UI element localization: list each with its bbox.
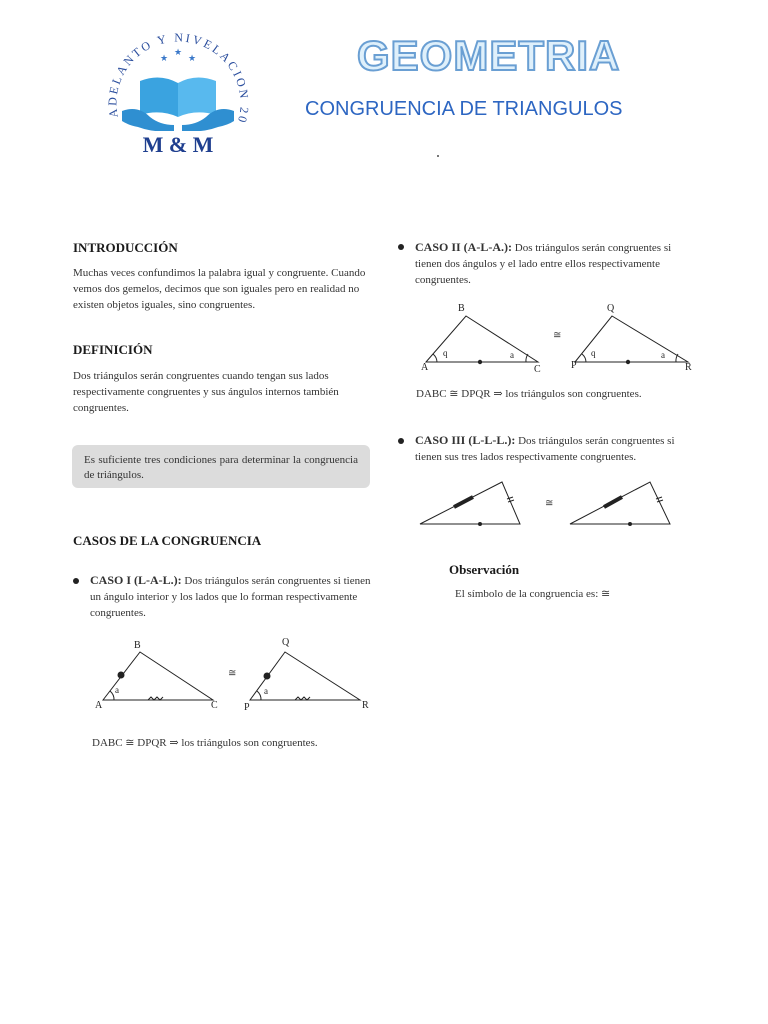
congruent-symbol: ≅ <box>553 330 562 341</box>
page-subtitle: CONGRUENCIA DE TRIANGULOS <box>305 98 623 120</box>
side-tick <box>508 500 514 502</box>
angle-arc <box>110 691 114 700</box>
cases-heading: CASOS DE LA CONGRUENCIA <box>73 533 262 548</box>
vertex-label: P <box>571 360 577 371</box>
side-mark-dot <box>264 673 271 680</box>
page-title: GEOMETRIA <box>357 32 621 79</box>
open-book-hands-icon <box>122 77 234 131</box>
definition-text: Dos triángulos serán congruentes cuando tengan sus lados respectivamente congruentes y sus ángulos internos también congruentes. <box>73 370 339 414</box>
triangle-2 <box>570 482 670 524</box>
intro-text: Muchas veces confundimos la palabra igual y congruente. Cuando vemos dos gemelos, decimos que son iguales pero en realidad no existen objetos iguales, sino congruentes. <box>73 267 366 311</box>
case2-title: CASO II (A-L-A.): <box>415 240 512 254</box>
vertex-label: R <box>685 362 692 373</box>
side-mark-dot <box>118 672 125 679</box>
vertex-label: R <box>362 700 369 711</box>
vertex-label: A <box>95 700 103 711</box>
stray-dot <box>437 155 439 157</box>
case3-text: Dos triángulos serán congruentes si tienen sus tres lados respectivamente congruentes. <box>415 435 675 463</box>
side-midpoint-dot <box>628 522 632 526</box>
svg-text:★: ★ <box>188 53 197 63</box>
vertex-label: B <box>458 303 465 314</box>
vertex-label: Q <box>607 303 615 314</box>
side-midpoint-dot <box>478 522 482 526</box>
side-midpoint-dot <box>478 360 482 364</box>
angle-label: a <box>510 350 514 360</box>
vertex-label: Q <box>282 637 290 648</box>
vertex-label: C <box>211 700 218 711</box>
angle-label: a <box>115 685 119 695</box>
side-tick <box>657 500 663 502</box>
definition-heading: DEFINICIÓN <box>73 342 153 357</box>
observation-heading: Observación <box>449 562 520 577</box>
case3-figure <box>418 478 698 528</box>
case1-conclusion: DABC ≅ DPQR ⇒ los triángulos son congruentes. <box>92 737 318 749</box>
angle-arc <box>433 354 437 362</box>
case2-paragraph <box>415 239 700 288</box>
case2-conclusion: DABC ≅ DPQR ⇒ los triángulos son congruentes. <box>416 388 642 400</box>
angle-arc <box>582 354 586 362</box>
angle-label: a <box>264 686 268 696</box>
side-midpoint-dot <box>626 360 630 364</box>
case3-paragraph <box>415 432 700 465</box>
bullet <box>73 578 79 584</box>
case1-title: CASO I (L-A-L.): <box>90 573 182 587</box>
note-box <box>72 445 370 488</box>
vertex-label: P <box>244 702 250 713</box>
logo-arc-text: ADELANTO Y NIVELACION 2023 · PILCOMAYO · <box>91 14 252 127</box>
side-tick <box>507 497 513 499</box>
case1-text: Dos triángulos serán congruentes si tienen un ángulo interior y los lados que lo forman respectivamente congruentes. <box>90 575 371 619</box>
bullet <box>398 244 404 250</box>
case1-paragraph <box>90 572 375 621</box>
observation-text: El símbolo de la congruencia es: ≅ <box>455 588 611 600</box>
triangle-1 <box>420 482 520 524</box>
angle-label: q <box>591 348 596 358</box>
note-text: Es suficiente tres condiciones para determinar la congruencia de triángulos. <box>84 454 358 481</box>
case2-text: Dos triángulos serán congruentes si tienen dos ángulos y el lado entre ellos respectivamente congruentes. <box>415 242 672 286</box>
vertex-label: B <box>134 640 141 651</box>
vertex-label: C <box>534 364 541 375</box>
angle-arc <box>257 691 261 700</box>
bullet <box>398 438 404 444</box>
angle-label: a <box>661 350 665 360</box>
congruent-symbol: ≅ <box>228 668 237 679</box>
vertex-label: A <box>421 362 429 373</box>
school-logo <box>91 14 258 185</box>
congruent-symbol: ≅ <box>545 498 554 509</box>
side-mark-thick <box>604 497 622 507</box>
svg-text:★: ★ <box>174 47 183 57</box>
side-mark-thick <box>454 497 473 507</box>
logo-initials: M & M <box>142 132 214 157</box>
case3-title: CASO III (L-L-L.): <box>415 433 516 447</box>
intro-heading: INTRODUCCIÓN <box>73 240 178 255</box>
svg-text:★: ★ <box>160 53 169 63</box>
angle-label: q <box>443 348 448 358</box>
angle-arc <box>526 354 528 362</box>
